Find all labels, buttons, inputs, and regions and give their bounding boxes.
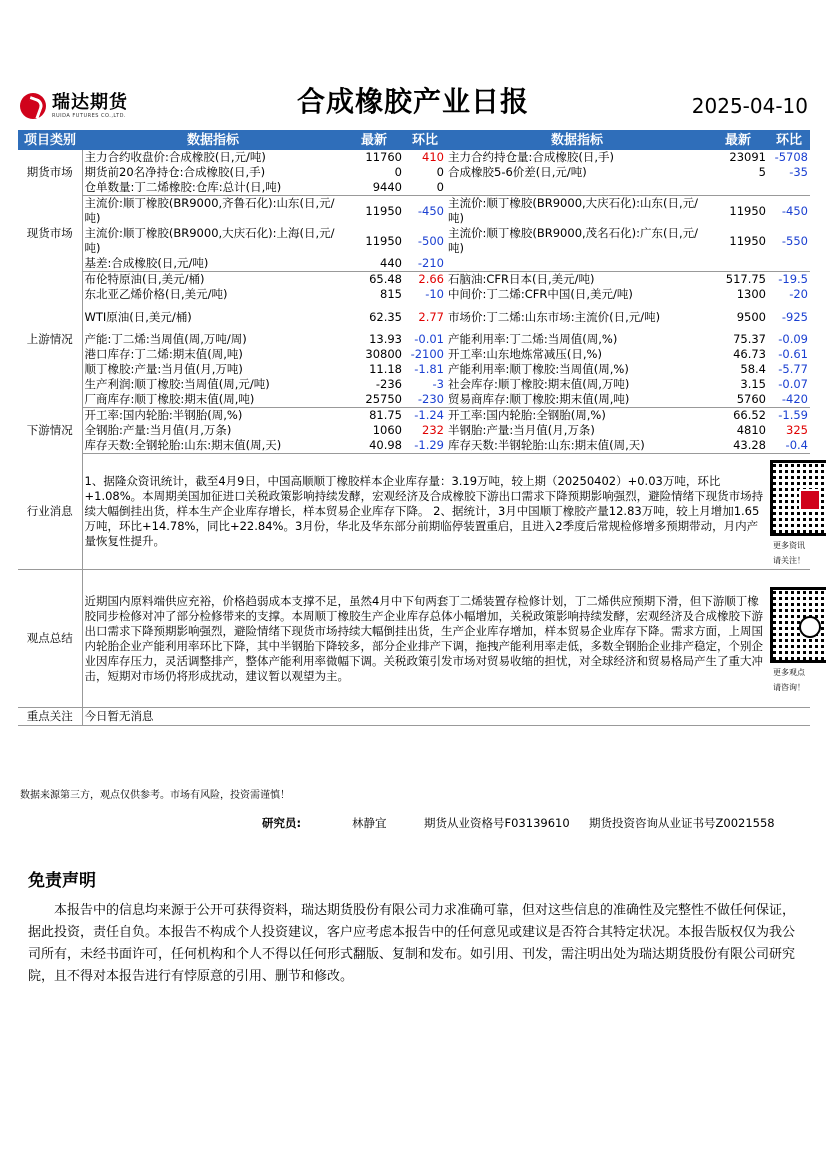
change-value: -5.77: [778, 362, 808, 376]
industry_news-text: 1、据隆众资讯统计，截至4月9日，中国高顺顺丁橡胶样本企业库存量：3.19万吨，较上期（20250402）+0.03万吨，环比+1.08%。本周期美国加征进口关税政策影响持续发酵，宏观经济及合成橡胶下游出口需求下降预期影响强烈，避险情绪下现货市场持续大幅倒挂出货，样本生产企业库存增长，样本贸易企业库存下降。 2、据统计，3月中国顺丁橡胶产量12.83万吨，较上月增加1.65万吨，环比+14.78%，同比+22.84%。3月份，华北及华东部分前期临停装置重启，且进入2季度后常规检修增多预期带动，月内产量恢复性提升。: [82, 454, 768, 570]
table-row: [18, 272, 810, 288]
researcher-consult-license: 期货投资咨询从业证书号Z0021558: [589, 816, 775, 830]
table-row: [18, 226, 810, 256]
indicator-name: 厂商库存:顺丁橡胶:期末值(周,吨): [82, 392, 344, 408]
indicator-name: 主力合约持仓量:合成橡胶(日,手): [448, 150, 615, 164]
change-value: [768, 256, 810, 272]
indicator-name: 中间价:丁二烯:CFR中国(日,美元/吨): [448, 287, 633, 301]
indicator-name: 开工率:国内轮胎:半钢胎(周,%): [84, 408, 243, 422]
qr-caption: 更多观点请咨询！: [773, 667, 805, 692]
focus-text: 今日暂无消息: [82, 708, 810, 726]
data-table: [18, 130, 810, 726]
latest-value: 1060: [372, 423, 402, 437]
latest-value: 65.48: [369, 272, 402, 286]
latest-value: 517.75: [725, 272, 766, 286]
change-value: -500: [417, 233, 444, 248]
indicator-name: 产能利用率:丁二烯:当周值(周,%): [448, 332, 618, 346]
category-cell: 行业消息: [18, 454, 82, 570]
header-change-right: 环比: [768, 130, 810, 150]
qr-code-icon: [770, 587, 826, 663]
indicator-name: 港口库存:丁二烯:期末值(周,吨): [84, 347, 243, 361]
change-value: -420: [768, 392, 810, 408]
latest-value: 11950: [365, 203, 402, 218]
table-row: [18, 287, 810, 302]
latest-value: 46.73: [733, 347, 766, 361]
latest-value: 11760: [365, 150, 402, 164]
indicator-name: 期货前20名净持仓:合成橡胶(日,手): [84, 165, 266, 179]
change-value: -925: [781, 309, 808, 324]
researcher-license: 期货从业资格号F03139610: [424, 816, 570, 830]
header-category: 项目类别: [18, 130, 82, 150]
latest-value: 40.98: [344, 438, 404, 454]
indicator-name: 开工率:国内轮胎:全钢胎(周,%): [448, 408, 606, 422]
table-row: [18, 196, 810, 227]
data-source-note: 数据来源第三方，观点仅供参考。市场有风险，投资需谨慎！: [20, 790, 290, 801]
change-value: -1.81: [414, 362, 444, 376]
latest-value: 9500: [736, 309, 766, 324]
category-cell: 下游情况: [18, 408, 82, 454]
change-value: 2.66: [418, 272, 444, 286]
indicator-name: 社会库存:顺丁橡胶:期末值(周,万吨): [448, 377, 630, 391]
latest-value: 11.18: [369, 362, 402, 376]
latest-value: -236: [375, 377, 402, 391]
report-title: 合成橡胶产业日报: [296, 85, 529, 118]
indicator-name: 合成橡胶5-6价差(日,元/吨): [448, 165, 587, 179]
latest-value: 4810: [736, 423, 766, 437]
qr-caption: 更多资讯请关注！: [773, 540, 805, 565]
change-value: -2100: [410, 347, 444, 361]
change-value: -210: [404, 256, 446, 272]
latest-value: 11950: [365, 233, 402, 248]
indicator-name: 库存天数:全钢轮胎:山东:期末值(周,天): [82, 438, 344, 454]
qr-cell: [768, 570, 810, 708]
latest-value: 23091: [729, 150, 766, 164]
change-value: -0.4: [768, 438, 810, 454]
header-indicator-right: 数据指标: [446, 130, 708, 150]
latest-value: [708, 180, 768, 196]
report-date: 2025-04-10: [691, 94, 808, 118]
qr-code-icon: [770, 460, 826, 536]
indicator-name: WTI原油(日,美元/桶): [84, 309, 192, 324]
latest-value: 5: [758, 165, 766, 179]
change-value: -230: [404, 392, 446, 408]
indicator-name: 贸易商库存:顺丁橡胶:期末值(周,吨): [446, 392, 708, 408]
change-value: -5708: [774, 150, 808, 164]
indicator-name: 东北亚乙烯价格(日,美元/吨): [84, 287, 228, 301]
table-header-row: [18, 130, 810, 150]
change-value: -0.09: [778, 332, 808, 346]
indicator-name: 仓单数量:丁二烯橡胶:仓库:总计(日,吨): [82, 180, 344, 196]
indicator-name: [446, 180, 708, 196]
change-value: -1.29: [404, 438, 446, 454]
category-cell: 重点关注: [18, 708, 82, 726]
latest-value: 81.75: [369, 408, 402, 422]
researcher-name: 林静宜: [352, 816, 387, 830]
header-latest: 最新: [344, 130, 404, 150]
change-value: -550: [781, 233, 808, 248]
table-row: [18, 165, 810, 180]
disclaimer-text: 本报告中的信息均来源于公开可获得资料，瑞达期货股份有限公司力求准确可靠，但对这些信息的准确性及完整性不做任何保证，据此投资，责任自负。本报告不构成个人投资建议，客户应考虑本报告中的任何意见或建议是否符合其特定状况。本报告版权仅为我公司所有，未经书面许可，任何机构和个人不得以任何形式翻版、复制和发布。如引用、刊发，需注明出处为瑞达期货股份有限公司研究院，且不得对本报告进行有悖原意的引用、删节和修改。: [28, 903, 796, 984]
change-value: 0: [404, 180, 446, 196]
header-indicator: 数据指标: [82, 130, 344, 150]
change-value: 232: [422, 423, 444, 437]
table-row: [18, 347, 810, 362]
indicator-name: [446, 256, 708, 272]
table-row: [18, 423, 810, 438]
change-value: 410: [422, 150, 444, 164]
indicator-name: 开工率:山东地炼常减压(日,%): [448, 347, 602, 361]
indicator-name: 市场价:丁二烯:山东市场:主流价(日,元/吨): [448, 309, 661, 324]
indicator-name: 石脑油:CFR日本(日,美元/吨): [448, 272, 595, 286]
indicator-name: 主流价:顺丁橡胶(BR9000,齐鲁石化):山东(日,元/吨): [84, 196, 335, 225]
latest-value: 815: [380, 287, 402, 301]
change-value: 0: [436, 165, 444, 179]
latest-value: 1300: [736, 287, 766, 301]
latest-value: 11950: [729, 233, 766, 248]
table-row: [18, 408, 810, 424]
latest-value: 43.28: [708, 438, 768, 454]
change-value: -19.5: [778, 272, 808, 286]
change-value: -3: [432, 377, 444, 391]
table-row: [18, 377, 810, 392]
change-value: 325: [786, 423, 808, 437]
change-value: -0.61: [778, 347, 808, 361]
table-row: [18, 438, 810, 454]
logo-name: 瑞达期货: [52, 92, 128, 113]
qr-cell: [768, 454, 810, 570]
category-cell: 上游情况: [18, 272, 82, 408]
indicator-name: 主流价:顺丁橡胶(BR9000,大庆石化):上海(日,元/吨): [84, 226, 335, 255]
table-row: [18, 362, 810, 377]
focus-row: [18, 708, 810, 726]
table-row: [18, 180, 810, 196]
latest-value: 440: [344, 256, 404, 272]
indicator-name: 布伦特原油(日,美元/桶): [84, 272, 205, 286]
indicator-name: 产能利用率:顺丁橡胶:当周值(周,%): [448, 362, 629, 376]
header-change: 环比: [404, 130, 446, 150]
table-row: [18, 256, 810, 272]
change-value: -1.24: [414, 408, 444, 422]
latest-value: 75.37: [733, 332, 766, 346]
change-value: 2.77: [418, 309, 444, 324]
latest-value: 66.52: [733, 408, 766, 422]
change-value: -0.07: [778, 377, 808, 391]
indicator-name: 半钢胎:产量:当月值(月,万条): [448, 423, 595, 437]
category-cell: 期货市场: [18, 150, 82, 196]
wechat-icon: [799, 616, 821, 638]
change-value: -450: [417, 203, 444, 218]
change-value: -20: [789, 287, 808, 301]
researcher-label: 研究员:: [262, 816, 302, 830]
latest-value: 0: [394, 165, 402, 179]
category-cell: 观点总结: [18, 570, 82, 708]
latest-value: 62.35: [369, 309, 402, 324]
change-value: -450: [781, 203, 808, 218]
latest-value: 13.93: [369, 332, 402, 346]
viewpoint-text: 近期国内原料端供应充裕，价格趋弱成本支撑不足，虽然4月中下旬两套丁二烯装置存检修计划，丁二烯供应预期下滑，但下游顺丁橡胶同步检修对冲了部分检修带来的支撑。本周顺丁橡胶生产企业库存总体小幅增加，关税政策影响持续发酵，宏观经济及合成橡胶下游出口需求下降预期影响强烈，避险情绪下现货市场持续大幅倒挂出货，生产企业库存增加，样本贸易企业库存下降。需求方面，上周国内轮胎企业产能利用率环比下降，其中半钢胎下降较多，部分企业排产下调，拖拽产能利用率走低，多数全钢胎企业排产稳定，个别企业因库存压力，灵活调整排产，整体产能利用率微幅下调。关税政策引发市场对贸易收缩的担忧，对全球经济和贸易格局产生了重大冲击，短期对市场仍将形成扰动，建议暂以观望为主。: [82, 570, 768, 708]
viewpoint-row: [18, 570, 810, 708]
latest-value: [708, 256, 768, 272]
industry_news-row: [18, 454, 810, 570]
indicator-name: 库存天数:半钢轮胎:山东:期末值(周,天): [446, 438, 708, 454]
latest-value: 25750: [344, 392, 404, 408]
logo-english: RUIDA FUTURES CO.,LTD.: [52, 113, 127, 119]
indicator-name: 产能:丁二烯:当周值(周,万吨/周): [84, 332, 247, 346]
disclaimer-title: 免责声明: [28, 871, 96, 891]
indicator-name: 主流价:顺丁橡胶(BR9000,大庆石化):山东(日,元/吨): [448, 196, 699, 225]
table-row: [18, 302, 810, 332]
latest-value: 9440: [344, 180, 404, 196]
latest-value: 58.4: [740, 362, 766, 376]
category-cell: 现货市场: [18, 196, 82, 272]
report-header: [0, 0, 826, 130]
indicator-name: 全钢胎:产量:当月值(月,万条): [84, 423, 232, 437]
indicator-name: 主力合约收盘价:合成橡胶(日,元/吨): [84, 150, 266, 164]
indicator-name: 主流价:顺丁橡胶(BR9000,茂名石化):广东(日,元/吨): [448, 226, 699, 255]
change-value: -10: [425, 287, 444, 301]
indicator-name: 生产利润:顺丁橡胶:当周值(周,元/吨): [84, 377, 270, 391]
latest-value: 5760: [708, 392, 768, 408]
change-value: -35: [789, 165, 808, 179]
change-value: -1.59: [778, 408, 808, 422]
change-value: [768, 180, 810, 196]
logo-icon: [799, 489, 821, 511]
table-row: [18, 392, 810, 408]
indicator-name: 顺丁橡胶:产量:当月值(月,万吨): [84, 362, 243, 376]
indicator-name: 基差:合成橡胶(日,元/吨): [82, 256, 344, 272]
header-latest-right: 最新: [708, 130, 768, 150]
table-row: [18, 332, 810, 347]
latest-value: 3.15: [740, 377, 766, 391]
latest-value: 30800: [365, 347, 402, 361]
latest-value: 11950: [729, 203, 766, 218]
table-row: [18, 150, 810, 165]
change-value: -0.01: [414, 332, 444, 346]
